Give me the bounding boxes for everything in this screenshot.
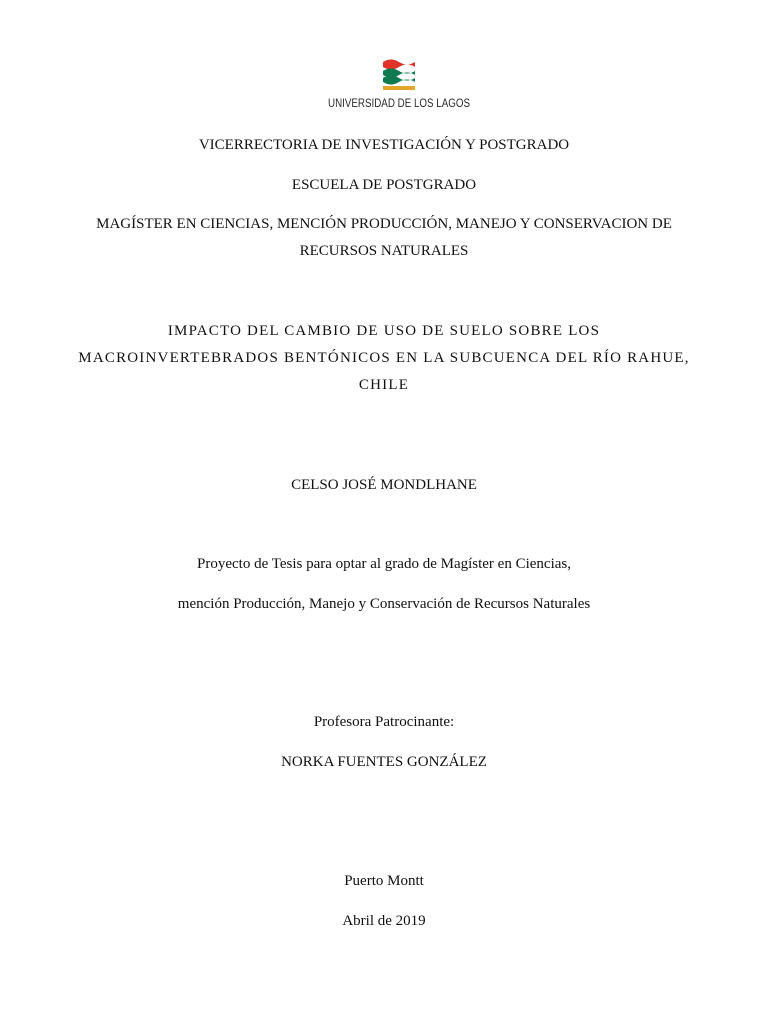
location: Puerto Montt bbox=[344, 873, 424, 889]
vicerrectoria-heading: VICERRECTORIA DE INVESTIGACIÓN Y POSTGRADO bbox=[198, 137, 570, 153]
school-heading: ESCUELA DE POSTGRADO bbox=[291, 177, 477, 193]
thesis-title-line-1: IMPACTO DEL CAMBIO DE USO DE SUELO SOBRE LOS bbox=[167, 323, 601, 339]
university-emblem-icon bbox=[383, 60, 415, 91]
description-line-2: mención Producción, Manejo y Conservación de Recursos Naturales bbox=[177, 596, 591, 612]
advisor-label: Profesora Patrocinante: bbox=[313, 714, 455, 730]
university-name: UNIVERSIDAD DE LOS LAGOS bbox=[328, 98, 471, 110]
thesis-title-line-3: CHILE bbox=[358, 377, 410, 393]
university-logo bbox=[314, 48, 484, 118]
date: Abril de 2019 bbox=[342, 913, 426, 929]
description-line-1: Proyecto de Tesis para optar al grado de Magíster en Ciencias, bbox=[197, 556, 571, 572]
program-line-2: RECURSOS NATURALES bbox=[299, 243, 469, 259]
program-line-1: MAGÍSTER EN CIENCIAS, MENCIÓN PRODUCCIÓN, MANEJO Y CONSERVACION DE bbox=[96, 216, 672, 232]
thesis-title-line-2: MACROINVERTEBRADOS BENTÓNICOS EN LA SUBCUENCA DEL RÍO RAHUE, bbox=[78, 350, 690, 366]
advisor-name: NORKA FUENTES GONZÁLEZ bbox=[281, 754, 487, 770]
author-name: CELSO JOSÉ MONDLHANE bbox=[291, 477, 477, 493]
